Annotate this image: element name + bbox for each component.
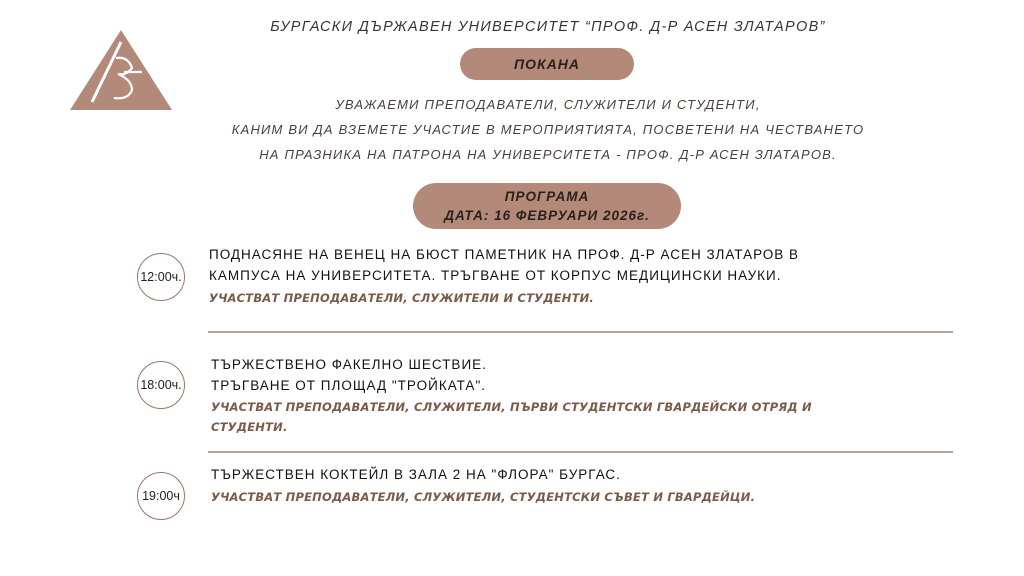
event-description-line: ПОДНАСЯНЕ НА ВЕНЕЦ НА БЮСТ ПАМЕТНИК НА ПРОФ. Д-Р АСЕН ЗЛАТАРОВ В bbox=[209, 247, 800, 262]
program-date: ДАТА: 16 ФЕВРУАРИ 2026г. bbox=[444, 208, 650, 223]
intro-line-1: УВАЖАЕМИ ПРЕПОДАВАТЕЛИ, СЛУЖИТЕЛИ И СТУДЕНТИ, bbox=[335, 97, 761, 112]
event-time-badge: 19:00ч bbox=[137, 472, 185, 520]
intro-line-3: НА ПРАЗНИКА НА ПАТРОНА НА УНИВЕРСИТЕТА - ПРОФ. Д-Р АСЕН ЗЛАТАРОВ. bbox=[259, 147, 837, 162]
divider bbox=[208, 331, 953, 333]
program-badge bbox=[413, 183, 681, 229]
invitation-badge: ПОКАНА bbox=[460, 48, 634, 80]
event-time-badge: 12:00ч. bbox=[137, 253, 185, 301]
program-title: ПРОГРАМА bbox=[504, 189, 590, 204]
event-participants: СТУДЕНТИ. bbox=[211, 420, 288, 434]
intro-line-2: КАНИМ ВИ ДА ВЗЕМЕТЕ УЧАСТИЕ В МЕРОПРИЯТИЯТА, ПОСВЕТЕНИ НА ЧЕСТВАНЕТО bbox=[231, 122, 865, 137]
event-participants: УЧАСТВАТ ПРЕПОДАВАТЕЛИ, СЛУЖИТЕЛИ И СТУДЕНТИ. bbox=[209, 291, 595, 305]
divider bbox=[208, 451, 953, 453]
university-title: БУРГАСКИ ДЪРЖАВЕН УНИВЕРСИТЕТ “ПРОФ. Д-Р АСЕН ЗЛАТАРОВ” bbox=[270, 19, 826, 35]
event-participants: УЧАСТВАТ ПРЕПОДАВАТЕЛИ, СЛУЖИТЕЛИ, ПЪРВИ СТУДЕНТСКИ ГВАРДЕЙСКИ ОТРЯД И bbox=[211, 400, 812, 414]
event-time-badge: 18:00ч. bbox=[137, 361, 185, 409]
event-description-line: КАМПУСА НА УНИВЕРСИТЕТА. ТРЪГВАНЕ ОТ КОРПУС МЕДИЦИНСКИ НАУКИ. bbox=[209, 268, 782, 283]
event-description-line: ТЪРЖЕСТВЕНО ФАКЕЛНО ШЕСТВИЕ. bbox=[211, 357, 487, 372]
event-description-line: ТРЪГВАНЕ ОТ ПЛОЩАД "ТРОЙКАТА". bbox=[211, 378, 486, 393]
event-description-line: ТЪРЖЕСТВЕН КОКТЕЙЛ В ЗАЛА 2 НА "ФЛОРА" БУРГАС. bbox=[211, 467, 621, 482]
event-participants: УЧАСТВАТ ПРЕПОДАВАТЕЛИ, СЛУЖИТЕЛИ, СТУДЕНТСКИ СЪВЕТ И ГВАРДЕЙЦИ. bbox=[211, 490, 756, 504]
